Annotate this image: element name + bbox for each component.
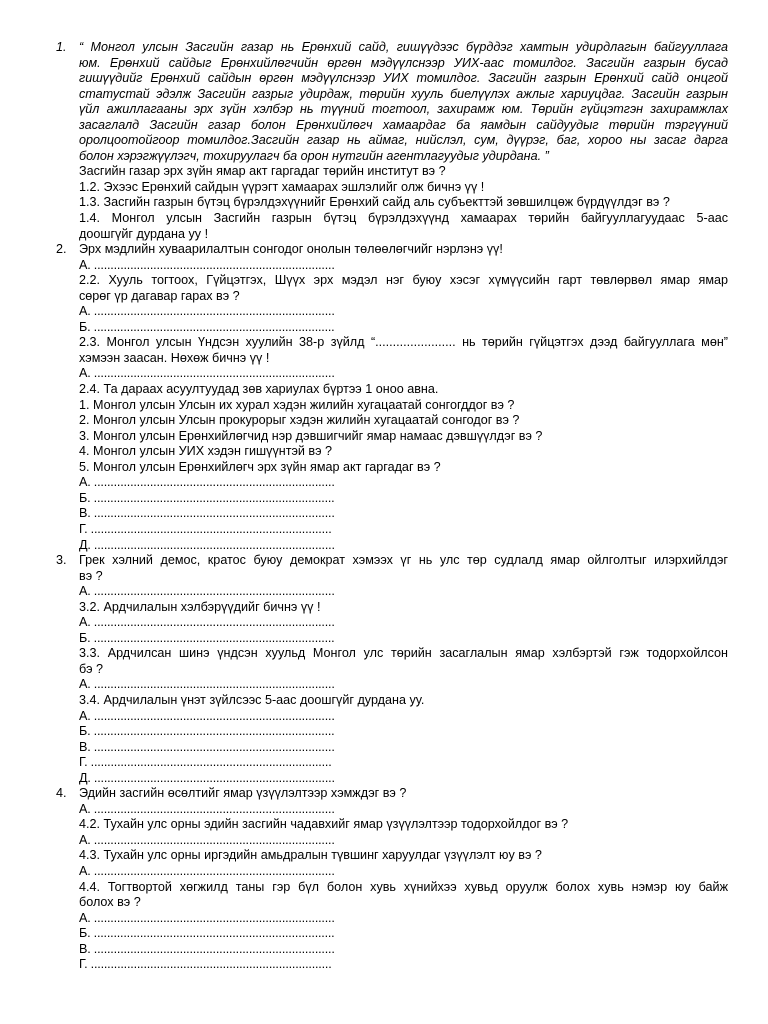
text-line [0, 786, 768, 802]
line-text: Д. ......................................................................... [79, 537, 335, 552]
line-text: засаглалд Засгийн газар болон Ерөнхийлөгч хамаардаг ба яамдын сайдуудыг төрийн тэргүүний [79, 117, 728, 132]
line-text: A. ......................................................................... [79, 708, 335, 723]
answer-line [0, 491, 768, 507]
line-text: гишүүдийг Ерөнхий сайдын өргөн мэдүүлснээр УИХ томилдог. Засгийн газрын Ерөнхий сайд онцгой [79, 71, 728, 86]
text-line [0, 133, 768, 149]
line-text: доошгүйг дурдана уу ! [79, 226, 209, 241]
answer-line [0, 755, 768, 771]
question-number: 1. [56, 40, 67, 54]
line-text: болох вэ ? [79, 895, 141, 910]
answer-line [0, 677, 768, 693]
line-text: В. ......................................................................... [79, 739, 335, 754]
line-text: 1.2. Эхээс Ерөнхий сайдын үүрэгт хамаарах эшлэлийг олж бичнэ үү ! [79, 179, 485, 194]
line-text: Б. ......................................................................... [79, 319, 335, 334]
text-line [0, 149, 768, 165]
document-page [0, 40, 768, 973]
answer-line [0, 506, 768, 522]
text-line [0, 180, 768, 196]
line-text: A. ......................................................................... [79, 910, 335, 925]
answer-line [0, 942, 768, 958]
line-text: “ Монгол улсын Засгийн газар нь Ерөнхий сайд, гишүүдээс бүрддэг хамтын удирдлагын байгууллага [79, 40, 728, 54]
line-text: A. ......................................................................... [79, 584, 335, 599]
question-number: 4. [56, 786, 67, 801]
line-text: хэмээн заасан. Нөхөж бичнэ үү ! [79, 350, 270, 365]
line-text: 1.4. Монгол улсын Засгийн газрын бүтэц бүрэлдэхүүнд хамаарах төрийн байгууллагуудаас 5-аас [79, 211, 728, 226]
text-line [0, 553, 768, 569]
line-text: В. ......................................................................... [79, 506, 335, 521]
answer-line [0, 957, 768, 973]
line-text: 2.4. Та дараах асуултуудад зөв хариулах бүртээ 1 оноо авна. [79, 382, 439, 397]
answer-line [0, 366, 768, 382]
answer-line [0, 833, 768, 849]
line-text: 4.4. Тогтвортой хөгжилд таны гэр бүл болон хувь хүнийхээ хувьд оруулж болох хувь нэмэр юу байж [79, 879, 728, 894]
text-line [0, 351, 768, 367]
line-text: Эрх мэдлийн хуваарилалтын сонгодог онолын төлөөлөгчийг нэрлэнэ үү! [79, 242, 503, 257]
text-line [0, 40, 768, 56]
answer-line [0, 320, 768, 336]
text-line [0, 895, 768, 911]
line-text: 2.3. Монгол улсын Үндсэн хуулийн 38-р зүйлд “....................... нь төрийн гүйцэтгэх дээд байгууллага мөн” [79, 335, 728, 350]
line-text: сөрөг үр дагавар гарах вэ ? [79, 288, 240, 303]
answer-line [0, 709, 768, 725]
question-number: 3. [56, 553, 67, 568]
line-text: 3.4. Ардчилалын үнэт зүйлсээс 5-аас доошгүйг дурдана уу. [79, 692, 425, 707]
question-number: 2. [56, 242, 67, 257]
answer-line [0, 522, 768, 538]
line-text: A. ......................................................................... [79, 677, 335, 692]
answer-line [0, 584, 768, 600]
text-line [0, 211, 768, 227]
answer-line [0, 475, 768, 491]
line-text: Засгийн газар эрх зүйн ямар акт гаргадаг төрийн институт вэ ? [79, 164, 446, 179]
line-text: 4. Монгол улсын УИХ хэдэн гишүүнтэй вэ ? [79, 444, 333, 459]
line-text: A. ......................................................................... [79, 615, 335, 630]
answer-line [0, 724, 768, 740]
line-text: бэ ? [79, 661, 104, 676]
text-line [0, 429, 768, 445]
line-text: A. ......................................................................... [79, 863, 335, 878]
answer-line [0, 802, 768, 818]
text-line [0, 662, 768, 678]
line-text: A. ......................................................................... [79, 832, 335, 847]
line-text: 4.2. Тухайн улс орны эдийн засгийн чадавхийг ямар үзүүлэлтээр тодорхойлдог вэ ? [79, 817, 569, 832]
text-line [0, 817, 768, 833]
line-text: 2. Монгол улсын Улсын прокурорыг хэдэн жилийн хугацаатай сонгодог вэ ? [79, 413, 520, 428]
answer-line [0, 740, 768, 756]
line-text: 4.3. Тухайн улс орны иргэдийн амьдралын түвшинг харуулдаг үзүүлэлт юу вэ ? [79, 848, 542, 863]
line-text: Г. ......................................................................... [79, 957, 332, 972]
text-line [0, 118, 768, 134]
line-text: 1.3. Засгийн газрын бүтэц бүрэлдэхүүнийг Ерөнхий сайд аль субъекттэй зөвшилцөж бүрдүүлдэг вэ ? [79, 195, 670, 210]
text-line [0, 289, 768, 305]
line-text: болон хэрэгжүүлэгч, тохируулагч ба орон нутгийн агентлагуудыг удирдана. ” [79, 148, 549, 163]
line-text: үйл ажиллагааны эрх зүйн хэлбэр нь түүний тогтоол, захирамж юм. Төрийн гүйцэтгэн захирамжлах [79, 102, 728, 117]
answer-line [0, 631, 768, 647]
line-text: A. ......................................................................... [79, 475, 335, 490]
answer-line [0, 538, 768, 554]
text-line [0, 569, 768, 585]
line-text: статустай эдэлж Засгийн газрыг удирдаж, төрийн хууль биелүүлэх ажлыг хариуцдаг. Засгийн газрын [79, 86, 728, 101]
answer-line [0, 304, 768, 320]
text-line [0, 273, 768, 289]
text-line [0, 71, 768, 87]
text-line [0, 335, 768, 351]
text-line [0, 102, 768, 118]
line-text: A. ......................................................................... [79, 801, 335, 816]
text-line [0, 382, 768, 398]
text-line [0, 164, 768, 180]
line-text: 3.3. Ардчилсан шинэ үндсэн хуульд Монгол улс төрийн засаглалын ямар хэлбэртэй гэж тодорхойлсон [79, 646, 728, 661]
line-text: 3.2. Ардчилалын хэлбэрүүдийг бичнэ үү ! [79, 599, 321, 614]
line-text: Б. ......................................................................... [79, 490, 335, 505]
line-text: вэ ? [79, 568, 103, 583]
text-line [0, 693, 768, 709]
text-line [0, 848, 768, 864]
line-text: A. ......................................................................... [79, 257, 335, 272]
line-text: Эдийн засгийн өсөлтийг ямар үзүүлэлтээр хэмждэг вэ ? [79, 786, 407, 801]
line-text: Б. ......................................................................... [79, 724, 335, 739]
answer-line [0, 615, 768, 631]
line-text: В. ......................................................................... [79, 941, 335, 956]
text-line [0, 87, 768, 103]
line-text: 3. Монгол улсын Ерөнхийлөгчид нэр дэвшигчийг ямар намаас дэвшүүлдэг вэ ? [79, 428, 543, 443]
text-line [0, 413, 768, 429]
text-line [0, 227, 768, 243]
text-line [0, 600, 768, 616]
line-text: 1. Монгол улсын Улсын их хурал хэдэн жилийн хугацаатай сонгогддог вэ ? [79, 397, 515, 412]
line-text: Г. ......................................................................... [79, 755, 332, 770]
line-text: Б. ......................................................................... [79, 630, 335, 645]
text-line [0, 646, 768, 662]
line-text: 5. Монгол улсын Ерөнхийлөгч эрх зүйн ямар акт гаргадаг вэ ? [79, 459, 441, 474]
line-text: оролцоотойгоор томилдог.Засгийн газар нь аймаг, нийслэл, сум, дүүрэг, баг, хороо ны засаг дарга [79, 133, 728, 148]
answer-line [0, 864, 768, 880]
text-line [0, 880, 768, 896]
line-text: Б. ......................................................................... [79, 926, 335, 941]
text-line [0, 195, 768, 211]
line-text: юм. Ерөнхий сайдыг Ерөнхийлөгчийн өргөн мэдүүлснээр УИХ-аас томилдог. Засгийн газрын бусад [79, 55, 728, 70]
line-text: Грек хэлний демос, кратос буюу демократ хэмээх үг нь улс төр судлалд ямар ойлголтыг илэрхийлдэг [79, 553, 728, 568]
line-text: Д. ......................................................................... [79, 770, 335, 785]
line-text: A. ......................................................................... [79, 366, 335, 381]
text-line [0, 56, 768, 72]
text-line [0, 398, 768, 414]
line-text: A. ......................................................................... [79, 304, 335, 319]
answer-line [0, 258, 768, 274]
text-line [0, 242, 768, 258]
line-text: Г. ......................................................................... [79, 521, 332, 536]
answer-line [0, 926, 768, 942]
line-text: 2.2. Хууль тогтоох, Гүйцэтгэх, Шүүх эрх мэдэл нэг буюу хэсэг хүмүүсийн гарт төвлөрвөл ямар ямар [79, 273, 728, 288]
answer-line [0, 911, 768, 927]
answer-line [0, 771, 768, 787]
text-line [0, 460, 768, 476]
text-line [0, 444, 768, 460]
